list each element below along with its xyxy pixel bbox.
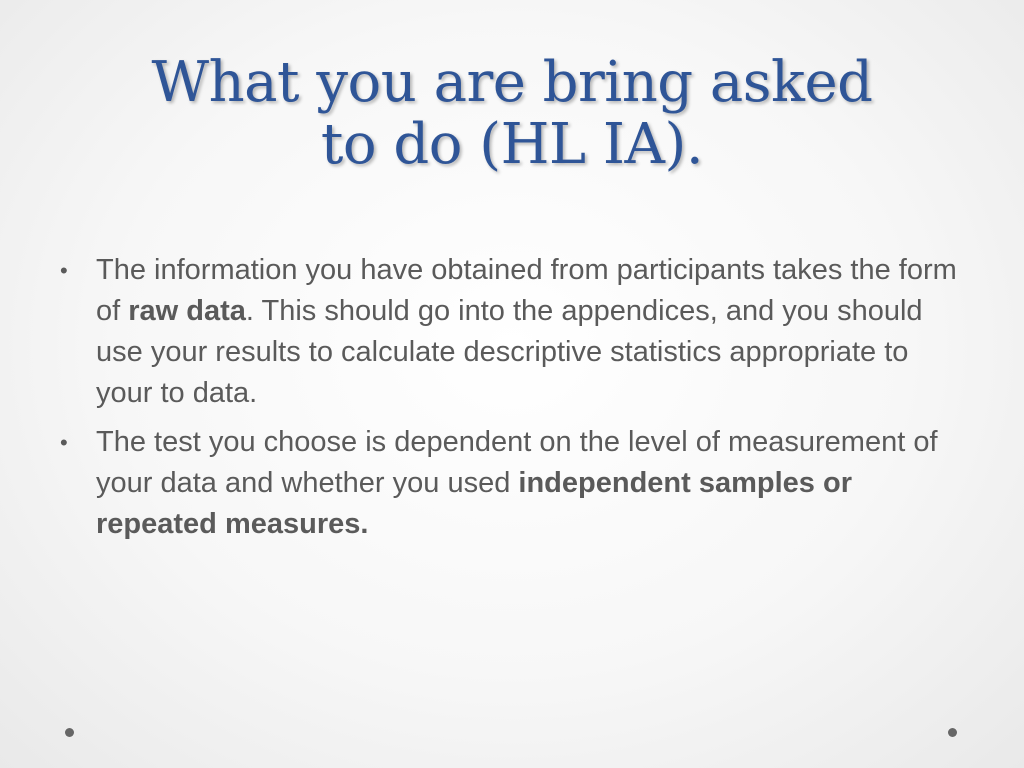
bullet-text: The test you choose is dependent on the level of measurement of your data and whether you used (96, 426, 938, 499)
slide-title-line-2: to do (HL IA). (320, 112, 704, 177)
slide-content (56, 250, 966, 553)
bullet-icon: • (60, 258, 68, 283)
bullet-item-raw-data (56, 250, 966, 414)
bullet-item-test-choice (56, 422, 966, 545)
bullet-bold-text: independent samples or repeated measures. (96, 467, 852, 540)
slide-title-line-1: What you are bring asked (151, 50, 873, 115)
bullet-text-end: . This should go into the appendices, and you should use your results to calculate descriptive statistics appropriate to your to data. (96, 295, 923, 409)
bullet-bold-text: raw data (128, 295, 246, 327)
bullet-icon: • (60, 430, 68, 455)
bullet-list (56, 250, 966, 545)
corner-dot-icon (65, 728, 74, 737)
corner-dot-icon (948, 728, 957, 737)
slide-title (40, 52, 984, 176)
bullet-text: The information you have obtained from participants takes the form of (96, 254, 957, 327)
